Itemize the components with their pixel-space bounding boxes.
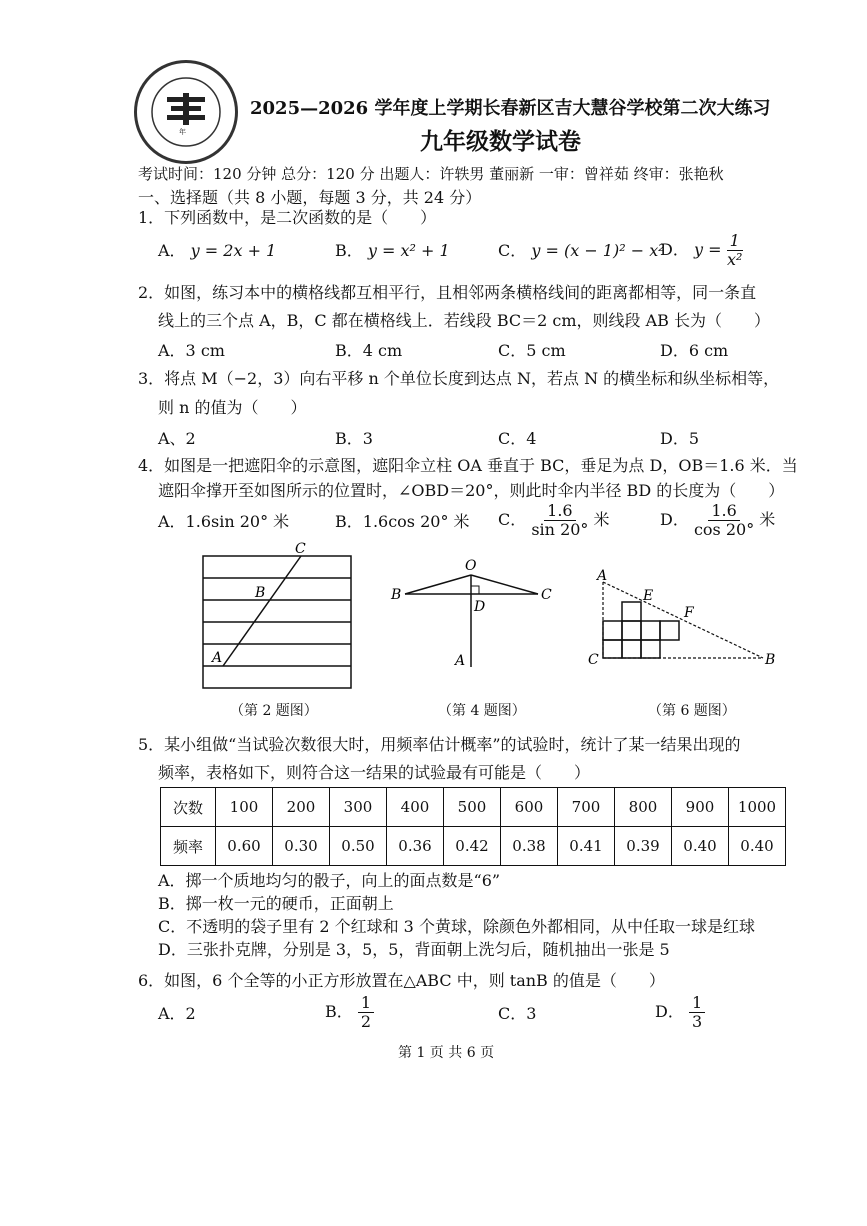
q4-option-d xyxy=(660,502,775,539)
q6-option-c: C．3 xyxy=(498,1004,537,1023)
q4-c-label: C． xyxy=(498,510,527,529)
table-cell: 300 xyxy=(330,788,387,827)
q6-b-num: 1 xyxy=(358,994,374,1013)
q1-d-fraction xyxy=(727,232,743,269)
q1-a-expr: y = 2x + 1 xyxy=(190,241,277,260)
table-cell: 0.39 xyxy=(615,827,672,866)
q5-option-a: A．掷一个质地均匀的骰子，向上的面点数是“6” xyxy=(158,871,501,890)
q4-c-fraction xyxy=(531,502,588,539)
q1-b-expr: y = x² + 1 xyxy=(367,241,450,260)
q2-line1: 2．如图，练习本中的横格线都互相平行，且相邻两条横格线间的距离都相等，同一条直 xyxy=(138,283,757,302)
q4-option-a: A．1.6sin 20° 米 xyxy=(158,512,290,531)
logo-emblem-icon xyxy=(137,63,235,161)
table-cell: 0.38 xyxy=(501,827,558,866)
table-cell: 900 xyxy=(672,788,729,827)
fig6-label-f: F xyxy=(684,605,694,621)
q3-line1: 3．将点 M（−2，3）向右平移 n 个单位长度到达点 N，若点 N 的横坐标和纵坐标相等， xyxy=(138,369,780,388)
q3-option-d: D．5 xyxy=(660,429,700,448)
fig4-label-b: B xyxy=(391,587,402,603)
fig4-label-a: A xyxy=(455,653,466,669)
table-cell: 0.42 xyxy=(444,827,501,866)
q1-c-expr: y = (x − 1)² − x² xyxy=(531,241,665,260)
fig2-label-c: C xyxy=(295,541,306,557)
q2-option-a: A．3 cm xyxy=(158,341,225,360)
q2-option-c: C．5 cm xyxy=(498,341,566,360)
fig4-label-c: C xyxy=(541,587,552,603)
table-cell: 0.36 xyxy=(387,827,444,866)
fig6-label-a: A xyxy=(597,568,608,584)
school-logo xyxy=(134,60,238,164)
q4-line2: 遮阳伞撑开至如图所示的位置时，∠OBD＝20°，则此时伞内半径 BD 的长度为（ ） xyxy=(158,481,785,500)
q2-option-b: B．4 cm xyxy=(335,341,403,360)
q5-line1: 5．某小组做“当试验次数很大时，用频率估计概率”的试验时，统计了某一结果出现的 xyxy=(138,735,741,754)
q1-d-label: D． xyxy=(660,240,689,259)
figure-2-caption: （第 2 题图） xyxy=(230,703,318,719)
q4-d-unit: 米 xyxy=(759,510,776,529)
table-cell: 1000 xyxy=(729,788,786,827)
q1-c-label: C． xyxy=(498,241,527,260)
table-cell: 0.41 xyxy=(558,827,615,866)
table-cell: 200 xyxy=(273,788,330,827)
exam-title-line2: 九年级数学试卷 xyxy=(420,128,581,155)
q1-d-num: 1 xyxy=(727,232,743,251)
q2-option-d: D．6 cm xyxy=(660,341,729,360)
q1-option-b xyxy=(335,240,450,262)
table-row xyxy=(161,788,786,827)
q6-option-b xyxy=(325,994,374,1031)
q6-d-label: D． xyxy=(655,1002,684,1021)
fig6-label-e: E xyxy=(643,588,654,604)
q6-b-label: B． xyxy=(325,1002,353,1021)
q6-b-den: 2 xyxy=(360,1012,372,1031)
q2-line2: 线上的三个点 A，B，C 都在横格线上．若线段 BC＝2 cm，则线段 AB 长为（ ） xyxy=(158,311,770,330)
frequency-table xyxy=(160,787,786,866)
q5-option-b: B．掷一枚一元的硬币，正面朝上 xyxy=(158,894,394,913)
table-cell: 0.40 xyxy=(729,827,786,866)
q4-c-den: sin 20° xyxy=(531,520,589,539)
q4-d-fraction xyxy=(694,502,754,539)
q6-d-fraction xyxy=(689,994,705,1031)
logo-year: 年 xyxy=(179,128,186,136)
table-cell: 800 xyxy=(615,788,672,827)
table-cell: 0.50 xyxy=(330,827,387,866)
q6-d-num: 1 xyxy=(689,994,705,1013)
table-cell: 100 xyxy=(216,788,273,827)
fig2-label-b: B xyxy=(255,585,266,601)
q1-a-label: A． xyxy=(158,241,186,260)
figure-2-diagram xyxy=(195,540,365,700)
q4-option-c xyxy=(498,502,610,539)
q4-option-b: B．1.6cos 20° 米 xyxy=(335,512,470,531)
q1-option-c xyxy=(498,240,665,262)
fig4-label-o: O xyxy=(465,558,477,574)
q1-d-lhs: y = xyxy=(693,240,722,259)
table-row xyxy=(161,827,786,866)
q6-option-a: A．2 xyxy=(158,1004,196,1023)
fig2-label-a: A xyxy=(212,650,223,666)
q1-option-d xyxy=(660,232,743,269)
fig6-label-c: C xyxy=(588,652,599,668)
q6-b-fraction xyxy=(358,994,374,1031)
q4-d-num: 1.6 xyxy=(708,502,739,521)
exam-title-line1: 2025—2026 学年度上学期长春新区吉大慧谷学校第二次大练习 xyxy=(250,98,771,119)
q1-stem: 1．下列函数中，是二次函数的是（ ） xyxy=(138,208,437,227)
exam-meta: 考试时间：120 分钟 总分：120 分 出题人：许轶男 董丽新 一审：曾祥茹 终审：张艳秋 xyxy=(138,165,724,183)
q3-option-a: A、2 xyxy=(158,429,196,448)
table-row-header: 次数 xyxy=(161,788,216,827)
table-cell: 500 xyxy=(444,788,501,827)
table-cell: 400 xyxy=(387,788,444,827)
q4-d-label: D． xyxy=(660,510,689,529)
fig4-label-d: D xyxy=(474,599,486,615)
page-number: 第 1 页 共 6 页 xyxy=(398,1045,495,1061)
figure-4-caption: （第 4 题图） xyxy=(438,703,526,719)
q1-d-den: x² xyxy=(726,250,743,269)
table-cell: 600 xyxy=(501,788,558,827)
q3-line2: 则 n 的值为（ ） xyxy=(158,398,307,417)
q4-c-unit: 米 xyxy=(593,510,610,529)
table-cell: 700 xyxy=(558,788,615,827)
q5-option-c: C．不透明的袋子里有 2 个红球和 3 个黄球，除颜色外都相同，从中任取一球是红球 xyxy=(158,917,755,936)
q3-option-b: B．3 xyxy=(335,429,373,448)
q4-line1: 4．如图是一把遮阳伞的示意图，遮阳伞立柱 OA 垂直于 BC，垂足为点 D，OB＝1.6 米．当 xyxy=(138,456,798,475)
figure-4-diagram xyxy=(385,555,560,675)
q3-option-c: C．4 xyxy=(498,429,537,448)
fig6-label-b: B xyxy=(765,652,776,668)
q1-b-label: B． xyxy=(335,241,363,260)
q4-c-num: 1.6 xyxy=(544,502,575,521)
table-cell: 0.40 xyxy=(672,827,729,866)
q6-option-d xyxy=(655,994,705,1031)
figure-6-caption: （第 6 题图） xyxy=(648,703,736,719)
q6-stem: 6．如图，6 个全等的小正方形放置在△ABC 中，则 tanB 的值是（ ） xyxy=(138,971,665,990)
table-row-header: 频率 xyxy=(161,827,216,866)
table-cell: 0.60 xyxy=(216,827,273,866)
figure-6-diagram xyxy=(585,565,785,670)
table-cell: 0.30 xyxy=(273,827,330,866)
q5-line2: 频率，表格如下，则符合这一结果的试验最有可能是（ ） xyxy=(158,763,591,782)
q4-d-den: cos 20° xyxy=(693,520,755,539)
q6-d-den: 3 xyxy=(691,1012,703,1031)
section-title: 一、选择题（共 8 小题，每题 3 分，共 24 分） xyxy=(138,188,482,207)
q5-option-d: D．三张扑克牌，分别是 3，5，5，背面朝上洗匀后，随机抽出一张是 5 xyxy=(158,940,670,959)
q1-option-a xyxy=(158,240,276,262)
